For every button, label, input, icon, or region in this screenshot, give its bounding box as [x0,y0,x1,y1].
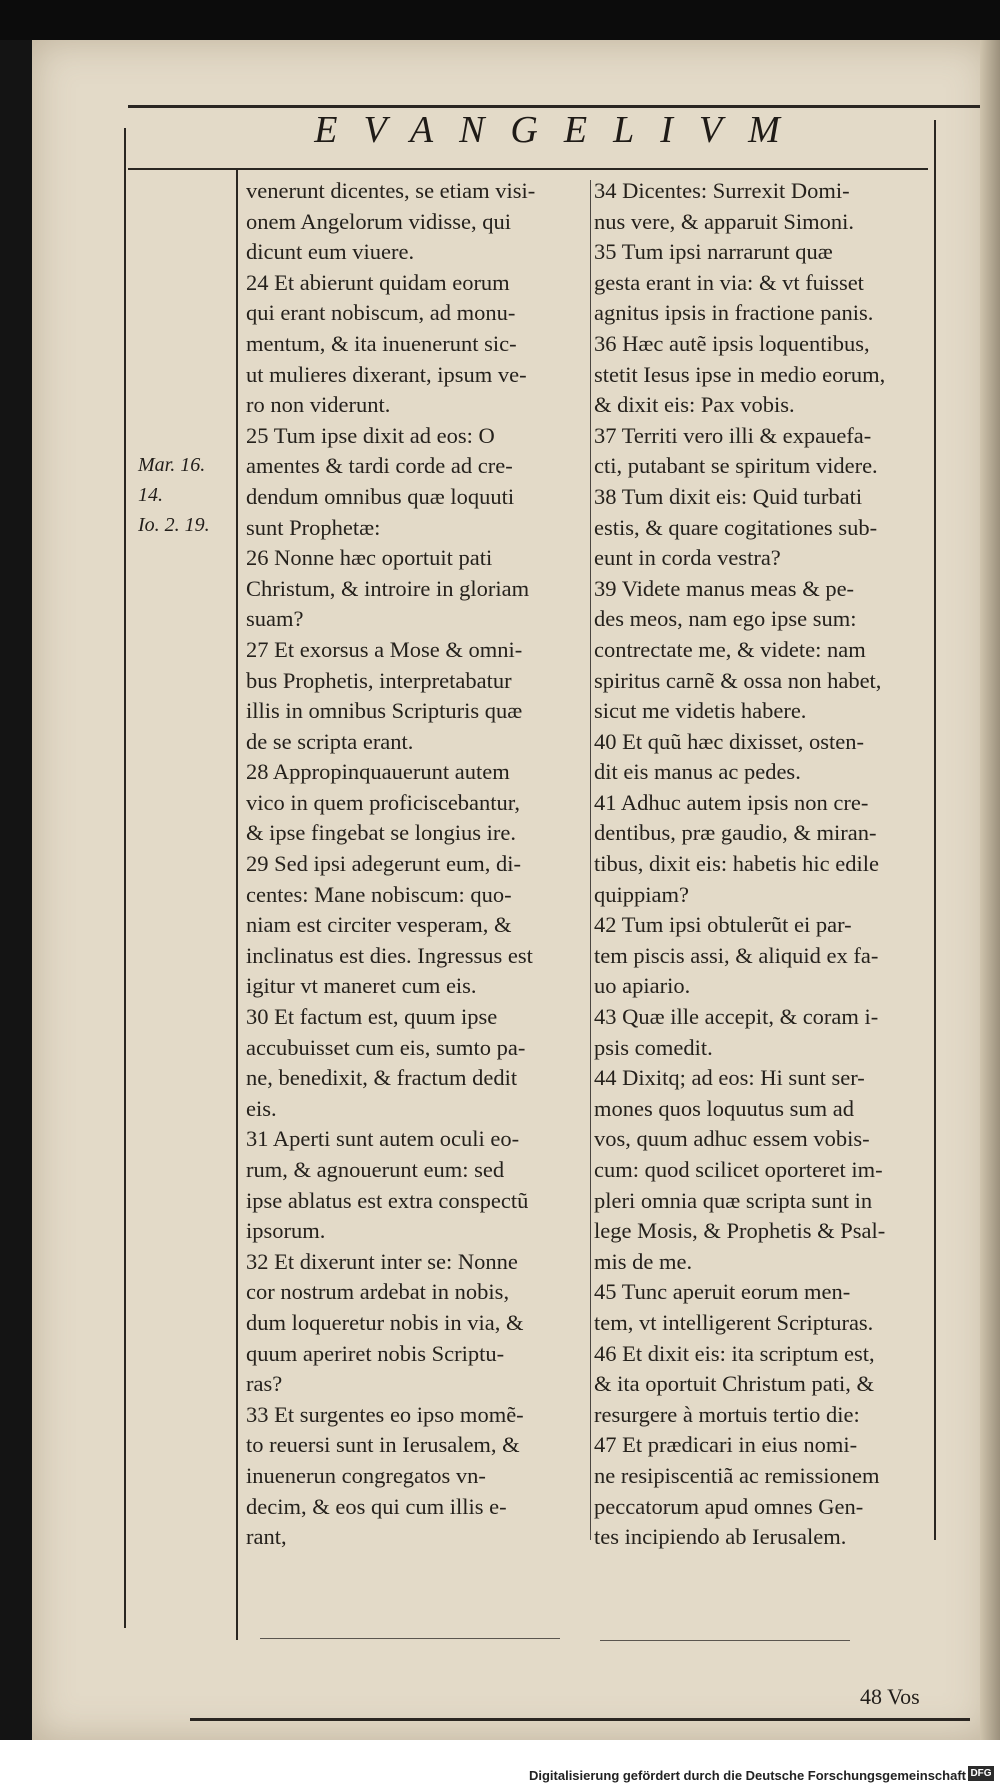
text-line: de se scripta erant. [246,728,414,754]
text-line: bus Prophetis, interpretabatur [246,667,512,693]
text-line: 33 Et surgentes eo ipso momẽ- [246,1401,524,1427]
text-line: quippiam? [594,881,689,907]
text-line: dicunt eum viuere. [246,239,415,265]
margin-notes [138,450,228,540]
text-line: accubuisset cum eis, sumto pa- [246,1034,526,1060]
text-line: 25 Tum ipse dixit ad eos: O [246,422,495,448]
text-line: suam? [246,606,304,632]
inner-margin-rule [236,170,238,1640]
page-edge [980,40,1000,1740]
text-line: & dixit eis: Pax vobis. [594,392,795,418]
text-line: tibus, dixit eis: habetis hic edile [594,851,879,877]
text-line: amentes & tardi corde ad cre- [246,453,513,479]
text-line: ro non viderunt. [246,392,391,418]
text-line: ipse ablatus est extra conspectũ [246,1187,529,1213]
text-line: 24 Et abierunt quidam eorum [246,269,510,295]
text-line: des meos, nam ego ipse sum: [594,606,857,632]
text-line: 34 Dicentes: Surrexit Domi- [594,178,850,203]
dfg-logo: DFG [968,1766,994,1781]
text-line: ras? [246,1371,283,1397]
text-line: eis. [246,1095,277,1121]
catchword: 48 Vos [860,1684,920,1709]
text-line: sunt Prophetæ: [246,514,381,540]
text-line: dentibus, præ gaudio, & miran- [594,820,877,846]
text-line: 41 Adhuc autem ipsis non cre- [594,789,869,815]
text-line: 26 Nonne hæc oportuit pati [246,545,493,571]
text-line: qui erant nobiscum, ad monu- [246,300,516,326]
scan-background-top [0,0,1000,40]
text-line: sicut me videtis habere. [594,698,807,724]
text-line: igitur vt maneret cum eis. [246,973,477,999]
text-line: estis, & quare cogitationes sub- [594,514,878,540]
text-line: mentum, & ita inuenerunt sic- [246,330,517,356]
text-line: tem, vt intelligerent Scripturas. [594,1309,874,1335]
text-line: peccatorum apud omnes Gen- [594,1493,864,1519]
text-line: quum aperiret nobis Scriptu- [246,1340,505,1366]
text-line: vico in quem proficiscebantur, [246,789,521,815]
column-divider [590,180,591,1540]
text-line: agnitus ipsis in fractione panis. [594,300,874,326]
text-line: 31 Aperti sunt autem oculi eo- [246,1126,520,1152]
text-line: ipsorum. [246,1218,326,1244]
text-line: uo apiario. [594,973,691,999]
text-line: illis in omnibus Scripturis quæ [246,698,523,724]
text-line: 45 Tunc aperuit eorum men- [594,1279,851,1305]
text-line: vos, quum adhuc essem vobis- [594,1126,870,1152]
text-line: 29 Sed ipsi adegerunt eum, di- [246,851,521,877]
text-line: 39 Videte manus meas & pe- [594,575,855,601]
footer-rule-short [260,1638,560,1639]
text-line: inclinatus est dies. Ingressus est [246,942,533,968]
text-line: rum, & agnouerunt eum: sed [246,1157,505,1182]
text-line: venerunt dicentes, se etiam visi- [246,178,536,203]
text-line: & ita oportuit Christum pati, & [594,1371,874,1397]
text-line: stetit Iesus ipse in medio eorum, [594,361,886,387]
running-title: EVANGELIVM [314,109,806,151]
text-line: 27 Et exorsus a Mose & omni- [246,636,523,662]
text-line: 40 Et quũ hæc dixisset, osten- [594,728,864,754]
text-line: resurgere à mortuis tertio die: [594,1401,860,1427]
text-line: gesta erant in via: & vt fuisset [594,269,864,295]
text-line: psis comedit. [594,1034,713,1060]
margin-note: Io. 2. 19. [138,514,210,536]
text-line: mones quos loquutus sum ad [594,1095,855,1121]
text-line: ne resipiscentiã ac remissionem [594,1462,880,1488]
text-line: & ipse fingebat se longius ire. [246,820,516,846]
text-line: eunt in corda vestra? [594,545,781,571]
text-line: cti, putabant se spiritum videre. [594,453,878,479]
text-line: tem piscis assi, & aliquid ex fa- [594,942,879,968]
text-line: 28 Appropinquauerunt autem [246,759,510,785]
text-line: contrectate me, & videte: nam [594,636,866,662]
text-line: inuenerun congregatos vn- [246,1462,486,1488]
text-line: dit eis manus ac pedes. [594,759,801,785]
text-line: rant, [246,1524,287,1550]
text-line: spiritus carnẽ & ossa non habet, [594,667,882,693]
header-rule-bottom [128,168,928,170]
text-line: mis de me. [594,1248,693,1274]
text-line: 47 Et prædicari in eius nomi- [594,1432,858,1458]
text-line: Christum, & introire in gloriam [246,575,530,601]
text-line: ut mulieres dixerant, ipsum ve- [246,361,527,387]
text-line: cor nostrum ardebat in nobis, [246,1279,510,1305]
text-line: 43 Quæ ille accepit, & coram i- [594,1004,879,1030]
text-line: decim, & eos qui cum illis e- [246,1493,507,1519]
text-line: onem Angelorum vidisse, qui [246,208,511,234]
text-line: tes incipiendo ab Ierusalem. [594,1524,847,1550]
text-line: cum: quod scilicet oporteret im- [594,1157,883,1182]
left-text-column [246,176,588,1553]
digitization-credit: Digitalisierung gefördert durch die Deutsche Forschungsgemeinschaft [528,1768,966,1783]
outer-margin-rule [124,128,126,1628]
text-line: dum loqueretur nobis in via, & [246,1309,524,1335]
text-line: nus vere, & apparuit Simoni. [594,208,854,234]
text-line: centes: Mane nobiscum: quo- [246,881,512,907]
text-line: 32 Et dixerunt inter se: Nonne [246,1248,518,1274]
text-line: 36 Hæc autẽ ipsis loquentibus, [594,330,870,356]
right-text-column [594,176,936,1553]
text-line: niam est circiter vesperam, & [246,912,512,938]
text-line: to reuersi sunt in Ierusalem, & [246,1432,520,1458]
text-line: ne, benedixit, & fractum dedit [246,1065,518,1091]
text-line: 30 Et factum est, quum ipse [246,1004,498,1030]
text-line: 37 Territi vero illi & expauefa- [594,422,872,448]
text-line: dendum omnibus quæ loquuti [246,483,515,509]
footer-rule [190,1718,970,1721]
text-line: 35 Tum ipsi narrarunt quæ [594,239,833,265]
text-line: 44 Dixitq; ad eos: Hi sunt ser- [594,1065,865,1091]
text-line: 46 Et dixit eis: ita scriptum est, [594,1340,875,1366]
margin-note: Mar. 16. [138,454,206,476]
text-line: lege Mosis, & Prophetis & Psal- [594,1218,886,1244]
text-line: 42 Tum ipsi obtulerũt ei par- [594,912,852,938]
margin-note: 14. [138,484,163,506]
text-line: 38 Tum dixit eis: Quid turbati [594,483,863,509]
text-line: pleri omnia quæ scripta sunt in [594,1187,873,1213]
footer-rule-short-right [600,1640,850,1641]
